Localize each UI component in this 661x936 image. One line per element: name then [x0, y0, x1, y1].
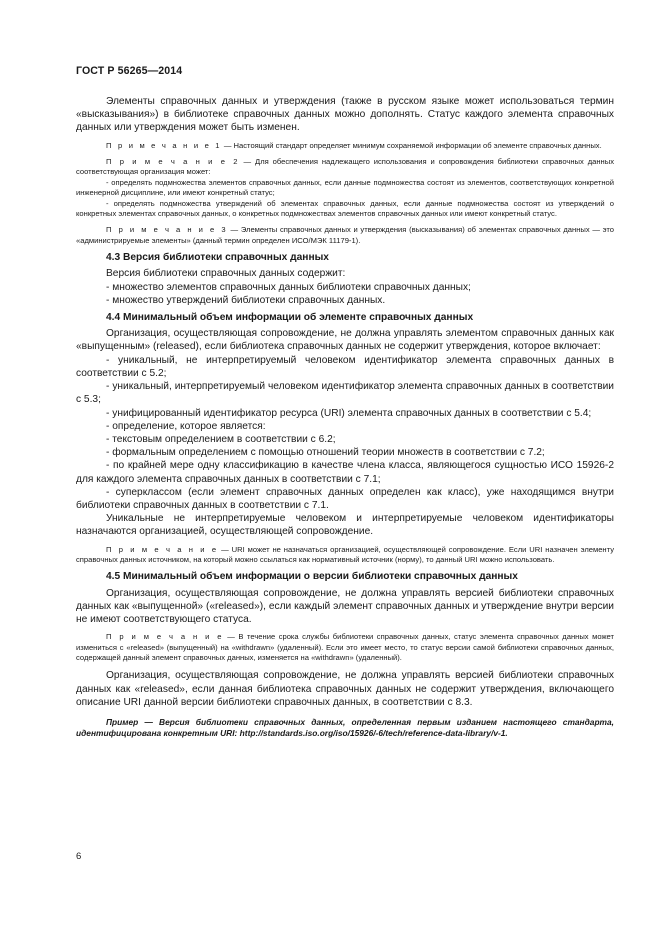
note-label: П р и м е ч а н и е [106, 632, 224, 642]
list-item: - уникальный, не интерпретируемый человеком идентификатор элемента справочных данных в соответствии с 5.2; [76, 354, 614, 379]
note-label: П р и м е ч а н и е 2 [106, 157, 240, 167]
note-label: П р и м е ч а н и е 3 [106, 225, 228, 235]
list-item: - уникальный, интерпретируемый человеком идентификатор элемента справочных данных в соответствии с 5.3; [76, 381, 614, 406]
note-2-item: - определять подмножества утверждений об элементах справочных данных, если данные подмножества состоят из утверждений о конкретных элементах справочных данных, о конкретных подмножествах элементов справочных данных или имеют конкретный статус. [76, 198, 614, 219]
list-item: - суперклассом (если элемент справочных данных определен как класс), уже находящимся внутри библиотеки справочных данных в соответствии с 7.1. [76, 486, 614, 511]
paragraph: Организация, осуществляющая сопровождение, не должна управлять версией библиотеки справочных данных как «released», если данная библиотека справочных данных не содержит утверждения, включающего описание URI данной версии библиотеки справочных данных, в соответствии с 8.3. [76, 670, 614, 708]
section-4-3-heading: 4.3 Версия библиотеки справочных данных [106, 252, 329, 264]
list-item: - по крайней мере одну классификацию в качестве члена класса, являющегося сущностью ИСО 15926-2 для каждого элемента справочных данных в соответствии с 7.1; [76, 460, 614, 485]
note-label: П р и м е ч а н и е 1 [106, 140, 222, 150]
sub-list-item: - текстовым определением в соответствии с 6.2; [106, 433, 336, 445]
list-item: - множество утверждений библиотеки справочных данных. [106, 294, 386, 306]
document-header: ГОСТ Р 56265—2014 [76, 65, 183, 77]
page-number: 6 [76, 851, 82, 862]
note-2 [76, 157, 614, 178]
paragraph: Организация, осуществляющая сопровождение, не должна управлять элементом справочных данных как «выпущенным» (released), если библиотека справочных данных не содержит утверждения, которое включает: [76, 328, 614, 353]
note-text: — Элементы справочных данных и утверждения (высказывания) об элементах справочных данных — это «администрируемые элементы» (данный термин определен ИСО/МЭК 11179-1). [76, 225, 614, 245]
section-4-5-heading: 4.5 Минимальный объем информации о версии библиотеки справочных данных [106, 571, 518, 583]
note [76, 632, 614, 663]
list-item: - множество элементов справочных данных библиотеки справочных данных; [106, 281, 471, 293]
sub-list-item: - формальным определением с помощью отношений теории множеств в соответствии с 7.2; [106, 447, 545, 459]
note-1 [76, 141, 614, 151]
paragraph: Версия библиотеки справочных данных содержит: [106, 268, 346, 280]
section-4-4-heading: 4.4 Минимальный объем информации об элементе справочных данных [106, 312, 474, 324]
note-text: — URI может не назначаться организацией, осуществляющей сопровождение. Если URI назначен элементу справочных данных источником, на который можно ссылаться как нормативный источник (норму), то данный URI можно использовать. [76, 544, 614, 564]
list-item: - определение, которое является: [106, 420, 266, 432]
note-2-item: - определять подмножества элементов справочных данных, если данные подмножества состоят из элементов, соответствующих конкретной инженерной дисциплине, или имеют конкретный статус; [76, 177, 614, 198]
page-content [76, 95, 614, 740]
note-3 [76, 225, 614, 246]
note-text: — В течение срока службы библиотеки справочных данных, статус элемента справочных данных может измениться с «released» (выпущенный) на «withdrawn» (удаленный). Если это имеет место, то статус версии самой библиотеки справочных данных, содержащей данный элемент справочных данных, изменяется на «withdrawn» (удаленный). [76, 632, 615, 662]
list-item: - унифицированный идентификатор ресурса (URI) элемента справочных данных в соответствии с 5.4; [106, 407, 592, 419]
intro-paragraph: Элементы справочных данных и утверждения (также в русском языке может использоваться термин «высказывания») в библиотеке справочных данных можно дополнять. Статус каждого элемента справочных данных или утверждения может быть изменен. [76, 96, 614, 134]
note-label: П р и м е ч а н и е [106, 544, 219, 554]
note-text: — Настоящий стандарт определяет минимум сохраняемой информации об элементе справочных данных. [221, 140, 602, 150]
paragraph: Уникальные не интерпретируемые человеком и интерпретируемые человеком идентификаторы назначаются организацией, осуществляющей сопровождение. [76, 513, 614, 538]
paragraph: Организация, осуществляющая сопровождение, не должна управлять версией библиотеки справочных данных как «выпущенной» («released»), если каждый элемент справочных данных и утверждение внутри версии не имеют соответствующего статуса. [76, 587, 614, 625]
note-text: — Для обеспечения надлежащего использования и сопровождения библиотеки справочных данных соответствующая организация может: [76, 157, 614, 177]
note [76, 545, 614, 566]
example-paragraph: Пример — Версия библиотеки справочных данных, определенная первым изданием настоящего стандарта, идентифицирована конкретным URI: http://standards.iso.org/iso/15926/-6/tech/reference-data-library/v-1. [76, 716, 614, 739]
